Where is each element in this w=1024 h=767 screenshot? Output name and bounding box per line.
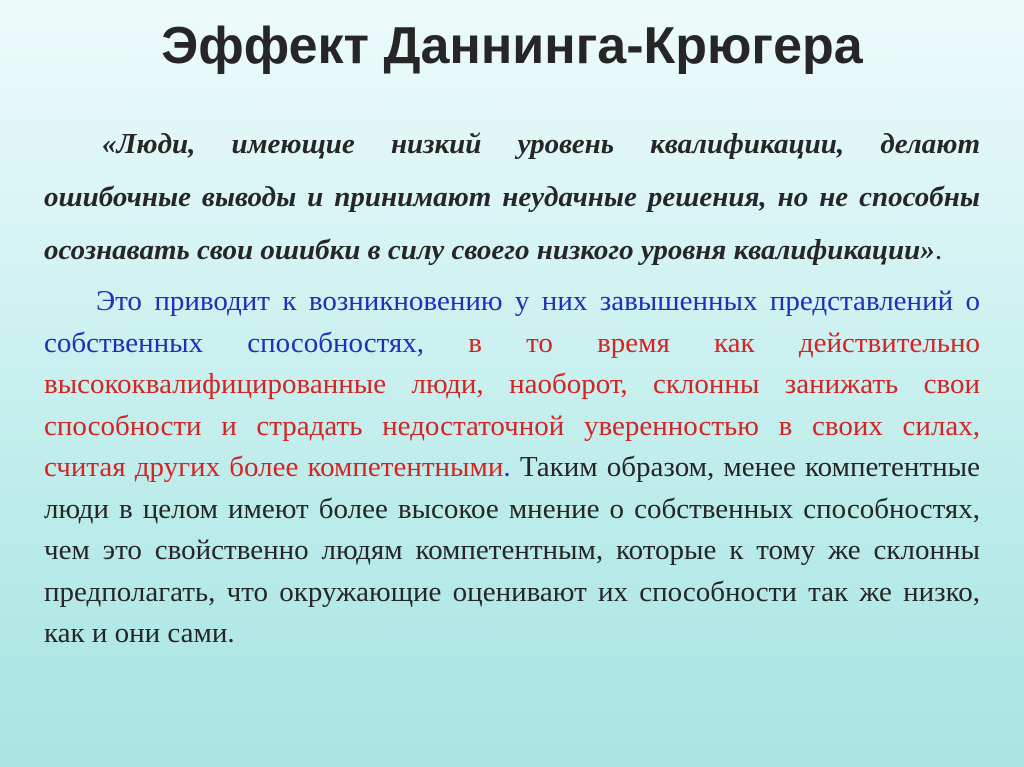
quote-end: . (934, 234, 943, 266)
explanation-blue-dot: . (503, 451, 511, 483)
quote-paragraph (44, 118, 980, 277)
quote-text: «Люди, имеющие низкий уровень квалификации, делают ошибочные выводы и принимают неудачные решения, но не способны осознавать свои ошибки в силу своего низкого уровня квалификации» (44, 128, 980, 266)
explanation-paragraph (44, 281, 980, 655)
slide-title: Эффект Даннинга-Крюгера (161, 17, 863, 75)
explanation-dark-text: Таким образом, менее компетентные люди в целом имеют более высокое мнение о собственных способностях, чем это свойственно людям компетентным, которые к тому же склонны предполагать, что окружающие оценивают их способности так же низко, как и они сами. (44, 451, 980, 649)
slide-content (44, 118, 980, 655)
explanation-red-text: в то время как действительно высококвалифицированные люди, наоборот, склонны занижать свои способности и страдать недостаточной уверенностью в своих силах, считая других более компетентными (44, 326, 981, 483)
explanation-blue-text: Это приводит к возникновению у них завышенных представлений о собственных способностях, (44, 285, 980, 359)
